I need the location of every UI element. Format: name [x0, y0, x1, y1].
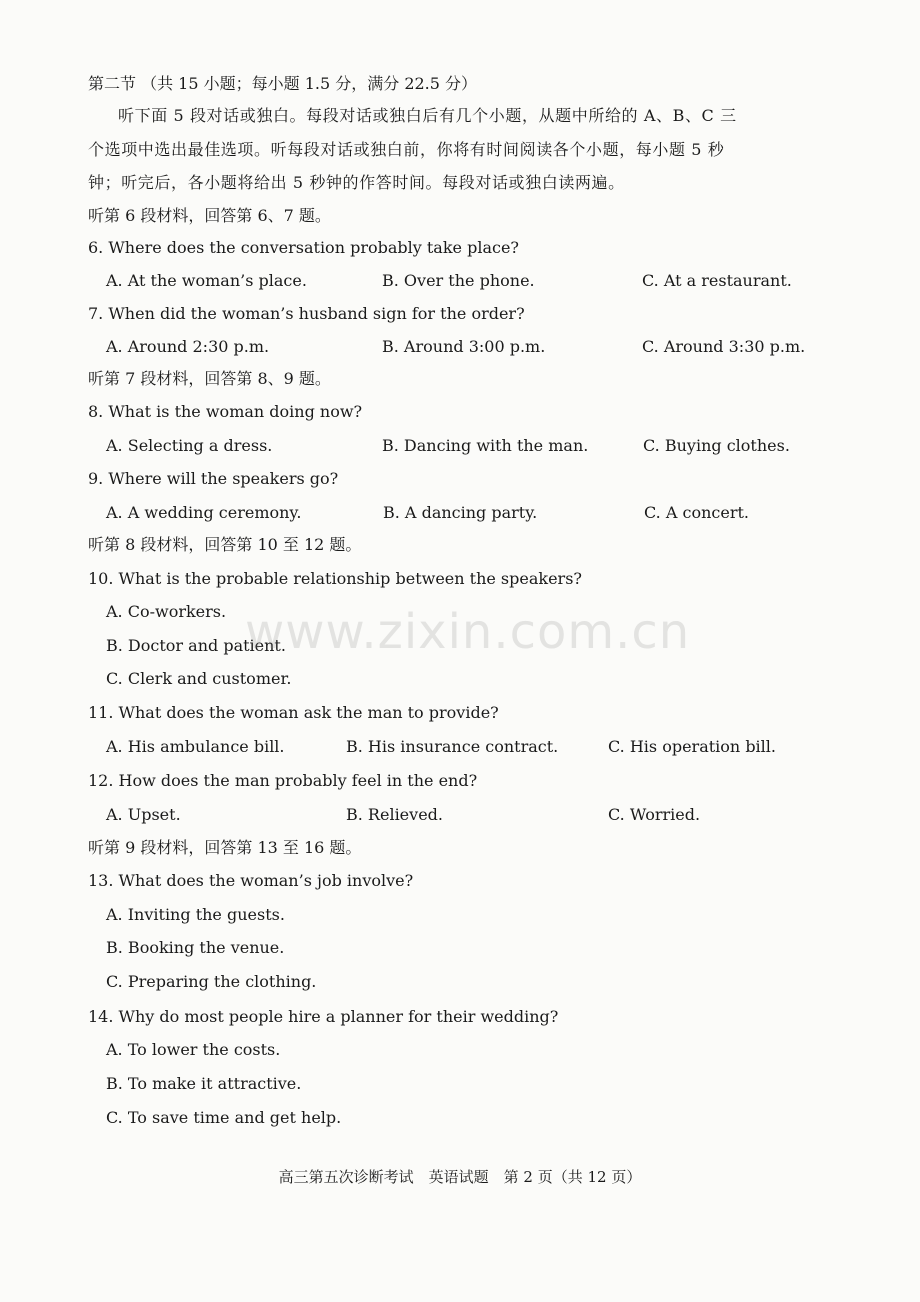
question-10-stem: 10. What is the probable relationship between the speakers? [88, 569, 582, 588]
section-title: 第二节 （共 15 小题；每小题 1.5 分，满分 22.5 分） [88, 74, 478, 93]
question-14-option-a: A. To lower the costs. [106, 1040, 281, 1059]
question-6-option-a: A. At the woman’s place. [106, 271, 307, 290]
question-6-option-c: C. At a restaurant. [642, 271, 792, 290]
question-12-option-a: A. Upset. [106, 805, 181, 824]
question-6-stem: 6. Where does the conversation probably take place? [88, 238, 519, 257]
question-8-option-b: B. Dancing with the man. [382, 436, 589, 455]
instruction-line-1: 听下面 5 段对话或独白。每段对话或独白后有几个小题，从题中所给的 A、B、C 三 [118, 106, 737, 125]
question-7-option-a: A. Around 2:30 p.m. [106, 337, 270, 356]
question-11-option-a: A. His ambulance bill. [106, 737, 285, 756]
question-9-option-b: B. A dancing party. [383, 503, 538, 522]
instruction-line-2: 个选项中选出最佳选项。听每段对话或独白前，你将有时间阅读各个小题，每小题 5 秒 [88, 140, 725, 159]
question-14-option-b: B. To make it attractive. [106, 1074, 302, 1093]
question-13-option-a: A. Inviting the guests. [106, 905, 285, 924]
question-8-option-a: A. Selecting a dress. [106, 436, 273, 455]
question-11-option-c: C. His operation bill. [608, 737, 776, 756]
question-7-stem: 7. When did the woman’s husband sign for the order? [88, 304, 525, 323]
question-9-stem: 9. Where will the speakers go? [88, 469, 339, 488]
question-6-option-b: B. Over the phone. [382, 271, 535, 290]
question-8-option-c: C. Buying clothes. [643, 436, 790, 455]
group-6-heading: 听第 6 段材料，回答第 6、7 题。 [88, 206, 331, 225]
question-12-option-c: C. Worried. [608, 805, 701, 824]
question-11-stem: 11. What does the woman ask the man to provide? [88, 703, 499, 722]
watermark: www.zixin.com.cn [245, 604, 691, 660]
question-11-option-b: B. His insurance contract. [346, 737, 559, 756]
question-13-stem: 13. What does the woman’s job involve? [88, 871, 414, 890]
group-8-heading: 听第 8 段材料，回答第 10 至 12 题。 [88, 535, 362, 554]
question-13-option-c: C. Preparing the clothing. [106, 972, 317, 991]
question-9-option-a: A. A wedding ceremony. [106, 503, 302, 522]
question-7-option-c: C. Around 3:30 p.m. [642, 337, 806, 356]
question-14-option-c: C. To save time and get help. [106, 1108, 342, 1127]
question-10-option-c: C. Clerk and customer. [106, 669, 292, 688]
instruction-line-3: 钟；听完后，各小题将给出 5 秒钟的作答时间。每段对话或独白读两遍。 [88, 173, 625, 192]
question-7-option-b: B. Around 3:00 p.m. [382, 337, 546, 356]
question-13-option-b: B. Booking the venue. [106, 938, 285, 957]
question-14-stem: 14. Why do most people hire a planner for their wedding? [88, 1007, 559, 1026]
group-9-heading: 听第 9 段材料，回答第 13 至 16 题。 [88, 838, 362, 857]
question-9-option-c: C. A concert. [644, 503, 749, 522]
page-footer: 高三第五次诊断考试 英语试题 第 2 页（共 12 页） [278, 1168, 642, 1186]
question-8-stem: 8. What is the woman doing now? [88, 402, 363, 421]
question-10-option-b: B. Doctor and patient. [106, 636, 286, 655]
question-10-option-a: A. Co-workers. [106, 602, 227, 621]
group-7-heading: 听第 7 段材料，回答第 8、9 题。 [88, 369, 331, 388]
question-12-stem: 12. How does the man probably feel in the end? [88, 771, 478, 790]
question-12-option-b: B. Relieved. [346, 805, 443, 824]
